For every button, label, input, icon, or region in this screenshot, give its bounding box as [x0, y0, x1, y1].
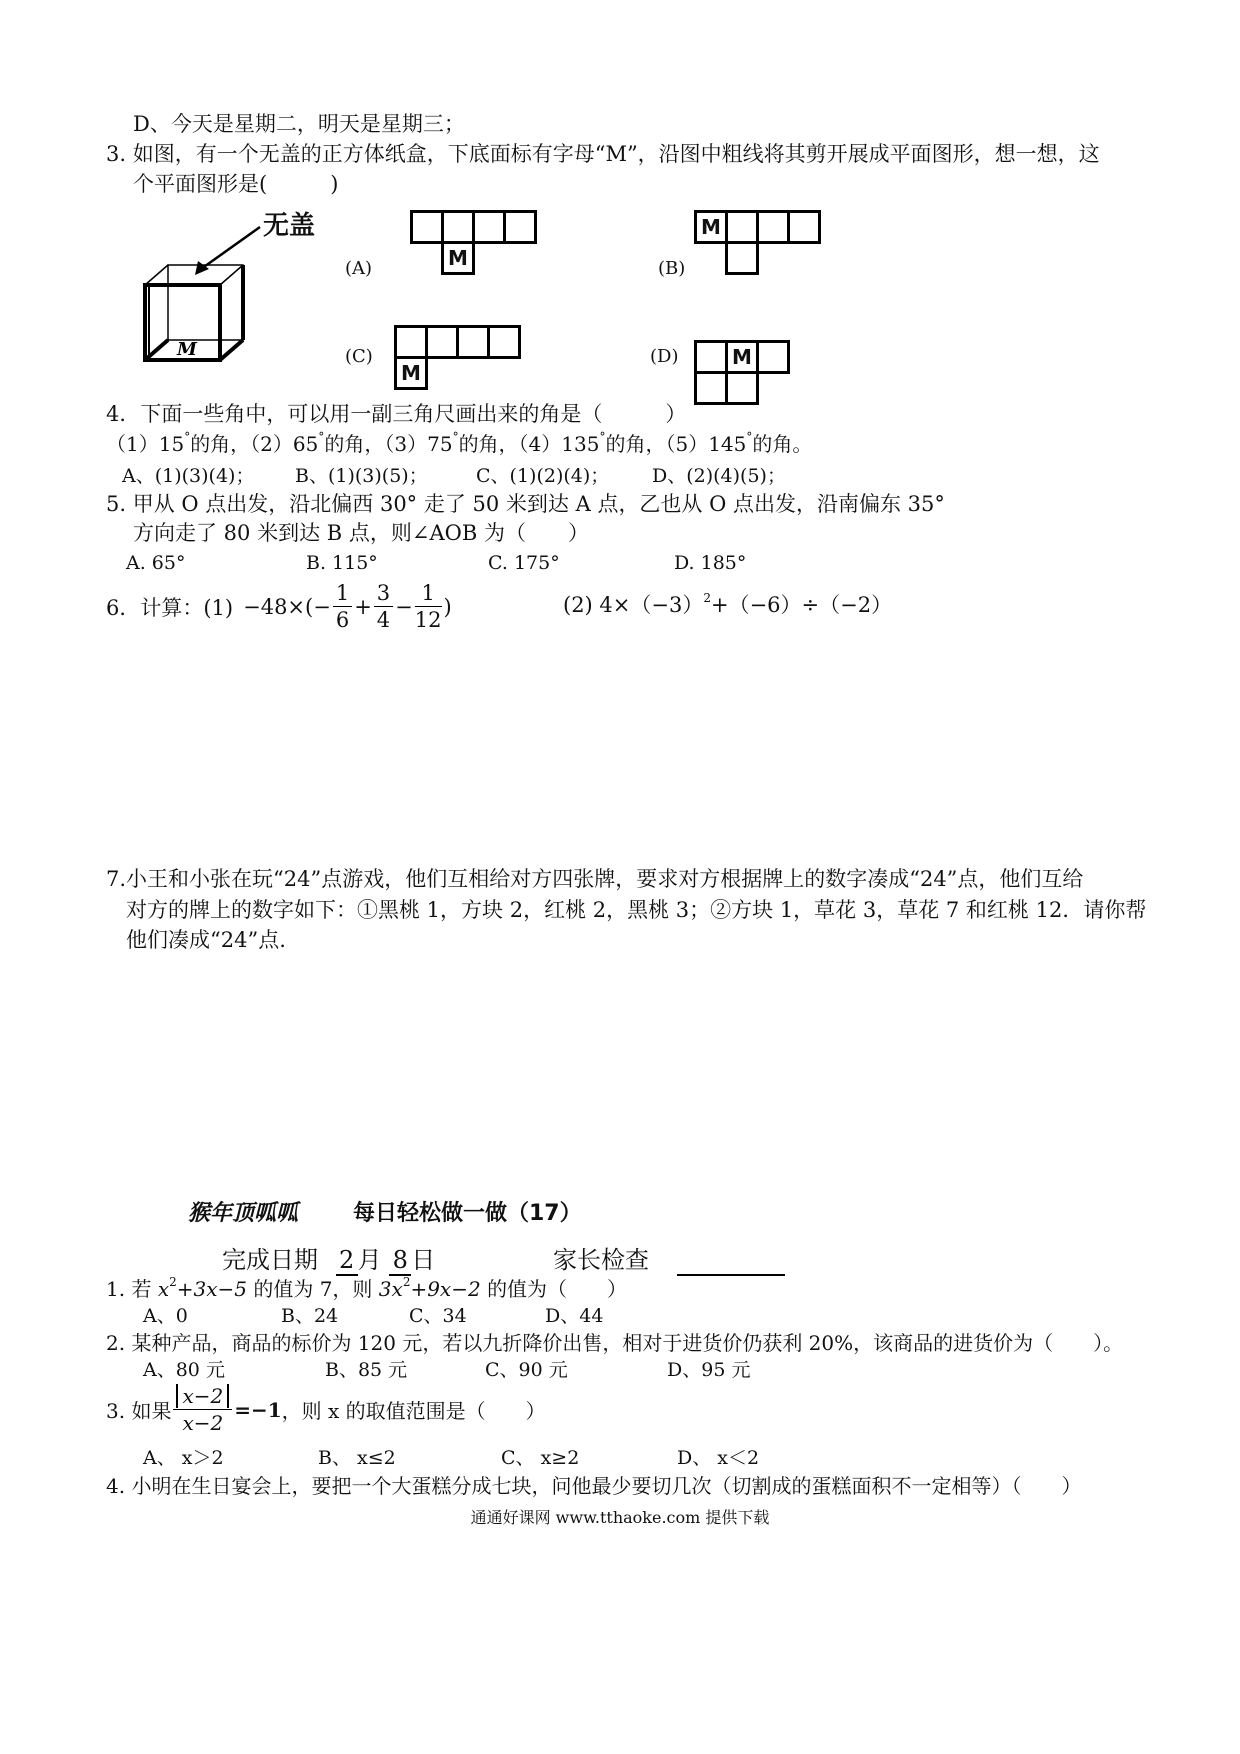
deg-mark: °	[318, 430, 325, 444]
s3-option-a: A、 x＞2	[143, 1447, 224, 1469]
section-title-left: 猴年顶呱呱	[188, 1201, 299, 1226]
net-cell	[756, 340, 790, 374]
q4-option-c: C、(1)(2)(4)；	[476, 465, 610, 487]
net-cell	[394, 325, 428, 359]
fraction-1-12	[415, 580, 442, 633]
s2-option-d: D、95 元	[667, 1359, 751, 1381]
s3-option-b: B、 x≤2	[318, 1447, 396, 1469]
q5-stem-line2: 方向走了 80 米到达 B 点，则∠AOB 为（ ）	[133, 521, 589, 545]
s3-stem-b: ，则 x 的取值范围是（ ）	[281, 1399, 546, 1423]
q3-stem-line1: 3. 如图，有一个无盖的正方体纸盒，下底面标有字母“M”，沿图中粗线将其剪开展成平面图形，想一想，这	[106, 142, 1100, 166]
parent-check-row	[553, 1240, 785, 1276]
net-cell	[456, 325, 490, 359]
s1-option-c: C、34	[409, 1305, 467, 1327]
plus-sign: +	[354, 594, 372, 619]
q3-stem-line2: 个平面图形是( )	[133, 172, 339, 196]
absolute-value: x−2	[176, 1384, 229, 1408]
q7-stem-line3: 他们凑成“24”点.	[126, 928, 286, 952]
s3-fraction	[173, 1383, 232, 1436]
month-value: 2	[336, 1246, 358, 1276]
s1-expr2-exp: 2	[402, 1275, 411, 1289]
option-c-label: (C)	[345, 346, 373, 367]
net-cell-m: M	[441, 241, 475, 275]
net-cell	[756, 210, 790, 244]
q5-option-b: B. 115°	[306, 552, 378, 574]
net-cell	[503, 210, 537, 244]
footer-text: 通通好课网 www.tthaoke.com 提供下载	[470, 1508, 770, 1527]
s1-stem-c: 的值为（ ）	[487, 1277, 628, 1301]
s2-option-a: A、80 元	[143, 1359, 225, 1381]
completion-date-row	[222, 1240, 435, 1276]
s3-stem-a: 3. 如果	[106, 1399, 172, 1423]
s3-option-d: D、 x＜2	[677, 1447, 760, 1469]
q6-expr2-part-a: (2) 4×（−3）	[563, 593, 704, 617]
s3-equals: =−1	[234, 1397, 282, 1422]
net-cell	[725, 210, 759, 244]
s1-stem-b: 的值为 7，则	[253, 1277, 373, 1301]
net-cell	[410, 210, 444, 244]
deg-mark: °	[452, 430, 459, 444]
parent-check-blank	[677, 1246, 785, 1276]
s2-stem: 2. 某种产品，商品的标价为 120 元，若以九折降价出售，相对于进货价仍获利 20%，该商品的进货价为（ ）。	[106, 1331, 1124, 1355]
q6-expression-1	[106, 580, 452, 633]
s3-stem	[106, 1383, 546, 1436]
s1-expr1-exp: 2	[169, 1275, 177, 1289]
deg-mark: °	[184, 430, 191, 444]
q7-stem-line2: 对方的牌上的数字如下：①黑桃 1，方块 2，红桃 2，黑桃 3；②方块 1，草花 3，草花 7 和红桃 12．请你帮	[126, 898, 1147, 922]
s3-option-c: C、 x≥2	[501, 1447, 580, 1469]
parent-check-label: 家长检查	[553, 1246, 649, 1274]
month-unit: 月	[357, 1246, 382, 1274]
denominator: 12	[414, 608, 442, 632]
q4-option-b: B、(1)(3)(5)；	[295, 465, 428, 487]
q2-option-d: D、今天是星期二，明天是星期三；	[133, 112, 465, 136]
q5-option-d: D. 185°	[674, 552, 747, 574]
q6-prefix: −48×(−	[243, 594, 331, 619]
q7-stem-line1: 7.小王和小张在玩“24”点游戏，他们互相给对方四张牌，要求对方根据牌上的数字凑成“24”点，他们互给	[106, 867, 1084, 891]
net-cell-m: M	[394, 356, 428, 390]
s4-stem: 4. 小明在生日宴会上，要把一个大蛋糕分成七块，问他最少要切几次（切割成的蛋糕面积不一定相等）（ ）	[106, 1474, 1082, 1498]
q5-option-c: C. 175°	[488, 552, 560, 574]
deg-mark: °	[746, 430, 753, 444]
q6-expr2-exponent: 2	[703, 591, 711, 605]
net-cell-m: M	[725, 340, 759, 374]
net-cell	[694, 371, 728, 405]
s1-expr1-var: x	[157, 1277, 170, 1301]
box-bottom-letter: M	[177, 339, 197, 360]
angle-3: 的角，（3）75	[324, 432, 453, 456]
s1-expr2-rest: +9x−2	[410, 1277, 481, 1301]
date-label: 完成日期	[222, 1246, 318, 1274]
day-unit: 日	[411, 1246, 436, 1274]
cube-drawing	[135, 205, 335, 375]
s1-stem-a: 1. 若	[106, 1277, 152, 1301]
q5-option-a: A. 65°	[126, 552, 186, 574]
numerator: 1	[415, 580, 442, 607]
q4-stem: 4．下面一些角中，可以用一副三角尺画出来的角是（ ）	[106, 402, 687, 426]
q4-option-d: D、(2)(4)(5)；	[652, 465, 786, 487]
numerator: 3	[374, 580, 393, 607]
angle-1: （1）15	[106, 432, 185, 456]
net-cell	[725, 241, 759, 275]
fraction-3-4	[374, 580, 393, 633]
deg-mark: °	[599, 430, 606, 444]
s1-expr2-var: 3x	[378, 1277, 403, 1301]
close-paren: )	[443, 594, 452, 619]
net-cell	[725, 371, 759, 405]
net-cell-m: M	[694, 210, 728, 244]
day-value: 8	[389, 1246, 411, 1276]
denominator: 6	[335, 608, 350, 632]
s1-option-a: A、0	[143, 1305, 188, 1327]
net-cell	[441, 210, 475, 244]
section-title-right: 每日轻松做一做（17）	[353, 1201, 582, 1226]
s1-option-d: D、44	[545, 1305, 604, 1327]
denominator: 4	[376, 608, 391, 632]
net-cell	[694, 340, 728, 374]
net-cell	[487, 325, 521, 359]
q6-expr2-part-b: +（−6）÷（−2）	[710, 593, 893, 617]
no-lid-label: 无盖	[263, 211, 316, 241]
q4-angles	[106, 430, 812, 461]
angle-2: 的角，（2）65	[190, 432, 319, 456]
q4-option-a: A、(1)(3)(4)；	[122, 465, 255, 487]
angle-end: 的角。	[752, 432, 813, 456]
minus-sign: −	[395, 594, 413, 619]
s2-option-b: B、85 元	[325, 1359, 408, 1381]
net-cell	[787, 210, 821, 244]
angle-4: 的角，（4）135	[458, 432, 600, 456]
fraction-1-6	[333, 580, 352, 633]
s1-expr1-rest: +3x−5	[176, 1277, 247, 1301]
s2-option-c: C、90 元	[485, 1359, 568, 1381]
s3-numerator	[173, 1383, 232, 1410]
s3-denominator: x−2	[182, 1411, 224, 1435]
open-box-figure	[135, 205, 335, 375]
option-d-label: (D)	[650, 346, 679, 367]
s1-option-b: B、24	[281, 1305, 339, 1327]
option-b-label: (B)	[658, 258, 686, 279]
angle-5: 的角，（5）145	[605, 432, 747, 456]
numerator: 1	[333, 580, 352, 607]
q6-label: 6．计算：(1)	[106, 595, 234, 620]
net-cell	[472, 210, 506, 244]
q5-stem-line1: 5. 甲从 O 点出发，沿北偏西 30° 走了 50 米到达 A 点，乙也从 O 点出发，沿南偏东 35°	[106, 492, 945, 516]
net-cell	[425, 325, 459, 359]
option-a-label: (A)	[345, 258, 373, 279]
q6-expression-2	[563, 589, 892, 619]
